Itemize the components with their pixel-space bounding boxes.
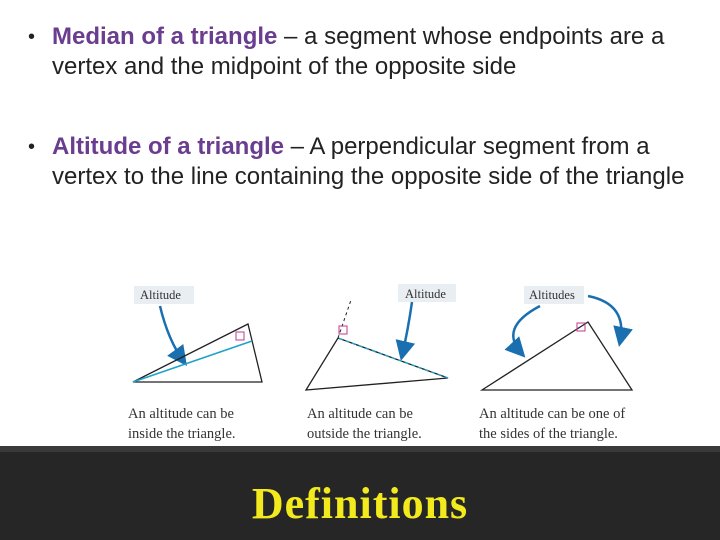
median-definition: [28, 22, 708, 82]
arrow-icon: [588, 296, 621, 342]
figure-side: [482, 286, 632, 390]
altitude-line: [133, 341, 252, 382]
figure-outside: [306, 284, 456, 390]
footer-title: Definitions: [251, 479, 469, 528]
altitude-term: Altitude of a triangle: [52, 133, 285, 160]
triangle: [133, 324, 262, 382]
median-text: – a segment whose endpoints are a vertex and the midpoint of the opposite side: [52, 23, 665, 80]
right-angle-mark: [339, 326, 347, 334]
triangle: [482, 322, 632, 390]
altitude-figures: [0, 270, 720, 450]
caption-line: An altitude can be one of: [479, 406, 626, 422]
arrow-icon: [402, 302, 412, 356]
altitude-text: – A perpendicular segment from a vertex to the line containing the opposite side of the triangle: [52, 133, 685, 190]
caption-line: the sides of the triangle.: [479, 426, 618, 442]
caption-line: An altitude can be: [128, 406, 234, 422]
caption-inside: [128, 404, 236, 444]
figure-label: Altitudes: [529, 288, 575, 302]
bullet-dot: •: [28, 26, 36, 48]
footer-bar: [0, 446, 720, 540]
altitude-line: [338, 338, 448, 378]
figure-label: Altitude: [405, 287, 446, 301]
definition-list: [28, 22, 708, 242]
arrow-icon: [513, 306, 540, 354]
caption-line: inside the triangle.: [128, 426, 236, 442]
caption-line: An altitude can be: [307, 406, 413, 422]
triangle: [306, 338, 448, 390]
caption-line: outside the triangle.: [307, 426, 422, 442]
altitude-definition: [28, 132, 708, 192]
extended-side: [338, 300, 351, 338]
right-angle-mark: [236, 332, 244, 340]
figure-inside: [133, 286, 262, 382]
caption-outside: [307, 404, 422, 444]
caption-side: [479, 404, 625, 444]
figure-label: Altitude: [140, 288, 181, 302]
median-term: Median of a triangle: [52, 23, 278, 50]
bullet-dot: •: [28, 136, 36, 158]
arrow-icon: [160, 306, 184, 362]
